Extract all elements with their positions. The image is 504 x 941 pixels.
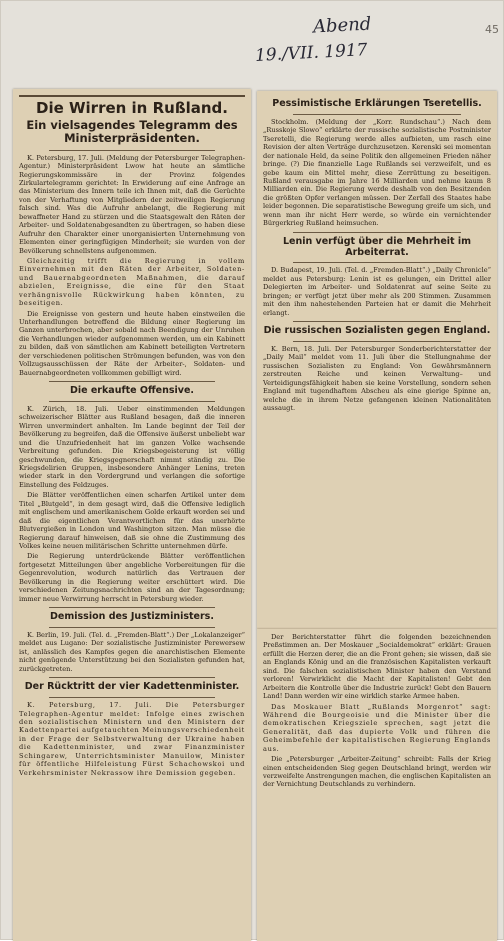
article-paragraph: K. Berlin, 19. Juli. (Tel. d. „Fremden-Blatt“.) Der „Lokalanzeiger“ meldet aus Lugano: Der sozialistische Justizminister Perewersew ist, anlässlich des Kampfes gegen die anarchistischen Elemente nicht genügende Unterstützung bei den Sozialisten gefunden hat, zurückgetreten. xyxy=(19,630,245,673)
handwritten-note-evening: Abend xyxy=(312,13,372,38)
article-paragraph: K. Petersburg, 17. Juli. Die Petersburger Telegraphen-Agentur meldet: Infolge eines zwischen den sozialistischen Ministern und den Ministern der Kadettenpartei aufgetauchten Meinungsverschiedenheit in der Frage der Selbstverwaltung der Ukraine haben die Kadettenminister, und zwar Finanzminister Schingarew, Unterrichtsminister Manuilow, Minister für öffentliche Hilfeleistung Fürst Schachowskoi und Verkehrsminister Nekrassow ihre Demission gegeben. xyxy=(19,701,245,777)
article-paragraph: Stockholm. (Meldung der „Korr. Rundschau“.) Nach dem „Russkoje Slowo“ erklärte der russische sozialistische Postminister Tseretelli, die Regierung werde alles aufbieten, um rasch eine Revision der alten Verträge durchzusetzen. Kerenski sei momentan der nationale Held, da seine Politik den allgemeinen Frieden näher bringe. (?) Die finanzielle Lage Rußlands sei verzweifelt, und es gebe kaum ein Mittel mehr, diese Zerrüttung zu beseitigen. Rußland verausgabe im Jahre 16 Milliarden und nehme kaum 8 Milliarden ein. Die Regierung werde deshalb von den Besitzenden die größten Opfer verlangen müssen. Der Zerfall des Staates habe leider begonnen. Die separatistische Bewegung greife um sich, und wenn man ihr nicht Herr werde, so würde ein vernichtender Bürgerkrieg Rußland heimsuchen. xyxy=(263,117,491,228)
article-paragraph: K. Petersburg, 17. Juli. (Meldung der Petersburger Telegraphen-Agentur.) Ministerpräsident Lwow hat heute an sämtliche Regierungskommissäre in der Provinz folgendes Zirkulartelegramm gerichtet: In Erwiderung auf eine Anfrage an das Ministerium des Innern teile ich Ihnen mit, daß die Gerüchte von der Verhaftung von Mitgliedern der zeitweiligen Regierung falsch sind. Was die Aufruhr anbelangt, die Regierung mit bewaffneter Hand zu stürzen und die Staatsgewalt den Räten der Arbeiter- und Soldatenabgesandten zu übertragen, so haben diese Aufruhr den Charakter einer unorganisierten Unternehmung von Elementen einer geringfügigen Minderheit; sie wurden von der Bevölkerung schnellstens aufgenommen. xyxy=(19,153,245,255)
divider xyxy=(293,341,461,342)
article-paragraph: Gleichzeitig trifft die Regierung in vollem Einvernehmen mit den Räten der Arbeiter, Soldaten- und Bauernabgeordneten Maßnahmen, die darauf abzielen, Ereignisse, die eine für den Staat verhängnisvolle Rückwirkung haben könnten, zu beseitigen. xyxy=(19,256,245,308)
headline-sozialisten-england: Die russischen Sozialisten gegen England. xyxy=(263,325,491,337)
headline-wirren: Die Wirren in Rußland. xyxy=(36,99,228,117)
article-paragraph: K. Bern, 18. Juli. Der Petersburger Sonderberichterstatter der „Daily Mail“ meldet vom 11. Juli über die Stellungnahme der russischen Sozialisten zu England: Von Gewährsmännern zerstreuten Reiche und keinen Verwaltung– und Verteidigungsfähigkeit haben sie keine Vorstellung, sondern sehen England mit tugendhaftem Abscheu als eine gierige Spinne an, welche die in ihrem Netze gefangenen kleinen Nationalitäten aussaugt. xyxy=(263,345,491,413)
divider xyxy=(49,697,215,698)
article-paragraph: D. Budapest, 19. Juli. (Tel. d. „Fremden-Blatt“.) „Daily Chronicle“ meldet aus Petersburg: Lenin ist es gelungen, ein Drittel aller Delegierten im Arbeiter- und Soldatenrat auf seine Seite zu bringen; er verfügt jetzt über mehr als 200 Stimmen. Zusammen mit den ihm nahestehenden Parteien hat er damit die Mehrheit erlangt. xyxy=(263,266,491,317)
article-paragraph: K. Zürich, 18. Juli. Ueber einstimmenden Meldungen schweizerischer Blätter aus Rußland besagen, daß die inneren Wirren unvermindert anhalten. Im Lande beginnt der Teil der Bevölkerung zu begreifen, daß die Offensive äußerst unbeliebt war und die Unzufriedenheit hat im ganzen Volke wachsende Verbreitung gefunden. Die Kriegsbegeisterung ist völlig geschwunden, die Kriegsgegnerschaft nimmt ständig zu. Die Kriegsdelirien Gruppen, insbesondere Anhänger Lenins, treten wieder stark in den Vordergrund und verlangen die sofortige Einstellung des Feldzuges. xyxy=(19,404,245,489)
headline-kadettenminister: Der Rücktritt der vier Kadettenminister. xyxy=(24,681,240,693)
article-paragraph: Die Ereignisse von gestern und heute haben einstweilen die Unterhandlungen betreffend die Bildung einer Regierung im Ganzen unterbrochen, aber sobald nach Beendigung der Unruhen die Verhandlungen wieder aufgenommen werden, um ein Kabinett zu bilden, daß von sämtlichen am Kabinett beteiligten Vertretern der verschiedenen politischen Strömungen befunden, was von den Vollzugsausschüssen der Räte der Arbeiter-, Soldaten- und Bauernabgeordneten vollkommen gebilligt wird. xyxy=(19,309,245,377)
divider xyxy=(293,114,461,115)
article-paragraph: Das Moskauer Blatt „Rußlands Morgenrot“ sagt: Während die Bourgeoisie und die Minister über die demokratischen Kriegsziele sprechen, sagt jetzt die Generalität, daß das dupierte Volk und führen die Geheimbefehle der kapitalistischen Regierung Englands aus. xyxy=(263,702,491,753)
headline-lenin: Lenin verfügt über die Mehrheit im Arbeiterrat. xyxy=(282,235,472,258)
headline-offensive: Die erkaufte Offensive. xyxy=(69,385,195,397)
handwritten-note-date: 19./VII. 1917 xyxy=(254,40,368,66)
divider xyxy=(49,627,215,628)
divider xyxy=(49,607,215,608)
divider xyxy=(49,150,215,151)
clipping-right-column-top xyxy=(257,91,497,629)
column-top-rule xyxy=(19,95,245,97)
divider xyxy=(293,262,461,263)
divider xyxy=(293,232,461,233)
divider xyxy=(49,381,215,382)
subheadline-telegramm: Ein vielsagendes Telegramm des Ministerpräsidenten. xyxy=(26,118,238,146)
clipping-left-column xyxy=(13,89,251,941)
article-paragraph: Die „Petersburger „Arbeiter-Zeitung“ schreibt: Falls der Krieg einen entscheidenden Sieg gegen Deutschland bringt, werden wir verzweifelte Anstrengungen machen, die englischen Kapitalisten an der Vernichtung Deutschlands zu verhindern. xyxy=(263,755,491,789)
page-number: 45 xyxy=(485,23,499,36)
divider xyxy=(49,677,215,678)
headline-justizminister: Demission des Justizministers. xyxy=(50,611,214,623)
clipping-right-column-bottom xyxy=(257,629,497,941)
article-paragraph: Der Berichterstatter führt die folgenden bezeichnenden Preßstimmen an. Der Moskauer „Socialdemokrat“ erklärt: Grauen erfüllt die Herzen derer, die an die Front gehen; sie wissen, daß sie an Englands König und an die französischen Kapitalisten verkauft sind. Die falschen sozialistischen Minister haben den Verstand verloren! Verwirklicht die Macht der Kapitalisten! Gebt den Arbeitern die Kontrolle über die Industrie zurück! Gebt den Bauern Land! Dann werden wir eine wirklich starke Armee haben. xyxy=(263,633,491,701)
headline-tseretelli: Pessimistische Erklärungen Tseretellis. xyxy=(272,98,482,109)
divider xyxy=(49,401,215,402)
article-paragraph: Die Blätter veröffentlichen einen scharfen Artikel unter dem Titel „Blutgeld“, in dem gesagt wird, daß die Offensive lediglich mit englischem und amerikanischem Golde erkauft worden sei und daß die eigentlichen Verantwortlichen für das unerhörte Blutvergießen in London und Washington sitzen. Man müsse die Regierung darauf hinweisen, daß sie ohne die Zustimmung des Volkes keine neuen militärischen Schritte unternehmen dürfe. xyxy=(19,491,245,550)
divider xyxy=(293,321,461,322)
article-paragraph: Die Regierung unterdrückende Blätter veröffentlichen fortgesetzt Mitteilungen über angebliche Vorbereitungen für die Gegenrevolution, wodurch natürlich das Vertrauen der Bevölkerung in die Regierung weiter erschüttert wird. Die verschiedenen Zeitungsnachrichten sind an der Tagesordnung; immer neue Verwirrung herrscht in Petersburg wieder. xyxy=(19,552,245,603)
